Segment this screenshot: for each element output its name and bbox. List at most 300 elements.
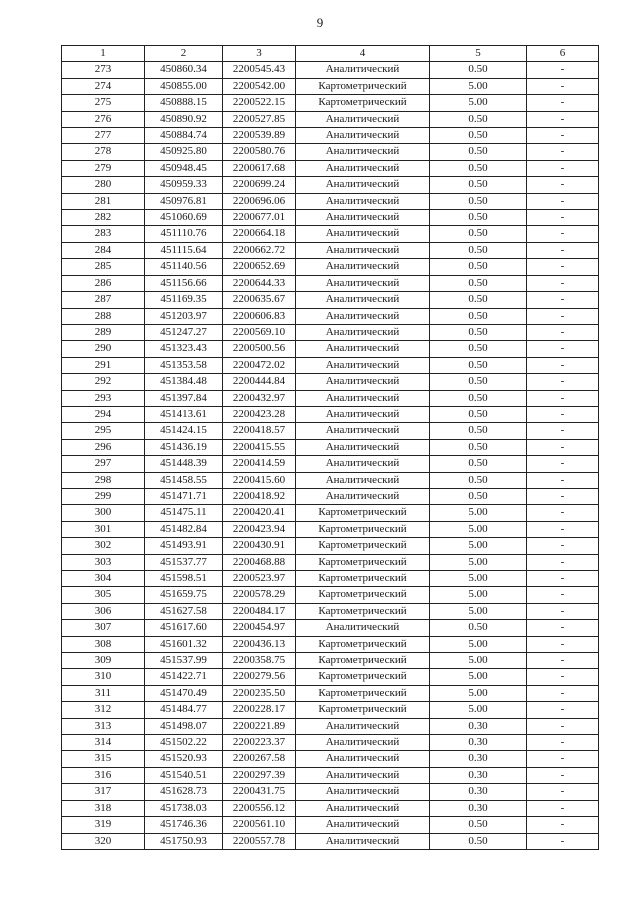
cell-point-number: 276 xyxy=(62,111,145,127)
cell-accuracy: 5.00 xyxy=(430,571,527,587)
table-row xyxy=(62,554,599,570)
cell-note: - xyxy=(527,554,599,570)
cell-accuracy: 0.50 xyxy=(430,472,527,488)
cell-method: Картометрический xyxy=(296,95,430,111)
table-row xyxy=(62,78,599,94)
cell-x-coordinate: 451110.76 xyxy=(145,226,223,242)
cell-point-number: 306 xyxy=(62,603,145,619)
cell-method: Аналитический xyxy=(296,160,430,176)
cell-x-coordinate: 451384.48 xyxy=(145,374,223,390)
table-row xyxy=(62,423,599,439)
cell-note: - xyxy=(527,341,599,357)
cell-y-coordinate: 2200500.56 xyxy=(223,341,296,357)
cell-point-number: 311 xyxy=(62,685,145,701)
cell-note: - xyxy=(527,620,599,636)
cell-point-number: 289 xyxy=(62,324,145,340)
cell-x-coordinate: 451502.22 xyxy=(145,735,223,751)
cell-method: Аналитический xyxy=(296,357,430,373)
cell-y-coordinate: 2200423.28 xyxy=(223,406,296,422)
cell-method: Аналитический xyxy=(296,128,430,144)
cell-note: - xyxy=(527,587,599,603)
cell-x-coordinate: 450888.15 xyxy=(145,95,223,111)
cell-accuracy: 0.50 xyxy=(430,620,527,636)
cell-note: - xyxy=(527,275,599,291)
cell-point-number: 290 xyxy=(62,341,145,357)
table-row xyxy=(62,767,599,783)
cell-y-coordinate: 2200221.89 xyxy=(223,718,296,734)
cell-x-coordinate: 450884.74 xyxy=(145,128,223,144)
cell-accuracy: 0.50 xyxy=(430,488,527,504)
cell-y-coordinate: 2200228.17 xyxy=(223,702,296,718)
cell-method: Картометрический xyxy=(296,685,430,701)
cell-point-number: 316 xyxy=(62,767,145,783)
coordinates-table xyxy=(61,45,599,850)
cell-point-number: 320 xyxy=(62,833,145,849)
cell-y-coordinate: 2200580.76 xyxy=(223,144,296,160)
cell-y-coordinate: 2200542.00 xyxy=(223,78,296,94)
cell-y-coordinate: 2200267.58 xyxy=(223,751,296,767)
cell-accuracy: 0.50 xyxy=(430,210,527,226)
cell-note: - xyxy=(527,292,599,308)
cell-point-number: 292 xyxy=(62,374,145,390)
cell-note: - xyxy=(527,324,599,340)
cell-y-coordinate: 2200415.60 xyxy=(223,472,296,488)
cell-x-coordinate: 451520.93 xyxy=(145,751,223,767)
cell-point-number: 307 xyxy=(62,620,145,636)
cell-x-coordinate: 451424.15 xyxy=(145,423,223,439)
table-row xyxy=(62,160,599,176)
cell-accuracy: 0.30 xyxy=(430,718,527,734)
cell-accuracy: 0.50 xyxy=(430,423,527,439)
cell-y-coordinate: 2200420.41 xyxy=(223,505,296,521)
table-row xyxy=(62,620,599,636)
cell-note: - xyxy=(527,603,599,619)
cell-method: Картометрический xyxy=(296,521,430,537)
cell-x-coordinate: 451060.69 xyxy=(145,210,223,226)
table-row xyxy=(62,784,599,800)
cell-accuracy: 5.00 xyxy=(430,669,527,685)
cell-point-number: 315 xyxy=(62,751,145,767)
cell-y-coordinate: 2200415.55 xyxy=(223,439,296,455)
cell-method: Аналитический xyxy=(296,226,430,242)
table-row xyxy=(62,292,599,308)
cell-y-coordinate: 2200431.75 xyxy=(223,784,296,800)
cell-method: Аналитический xyxy=(296,275,430,291)
cell-note: - xyxy=(527,308,599,324)
table-row xyxy=(62,800,599,816)
table-row xyxy=(62,587,599,603)
cell-accuracy: 0.50 xyxy=(430,128,527,144)
table-row xyxy=(62,521,599,537)
cell-point-number: 299 xyxy=(62,488,145,504)
cell-accuracy: 5.00 xyxy=(430,685,527,701)
cell-x-coordinate: 451628.73 xyxy=(145,784,223,800)
cell-note: - xyxy=(527,390,599,406)
cell-x-coordinate: 450976.81 xyxy=(145,193,223,209)
cell-x-coordinate: 451750.93 xyxy=(145,833,223,849)
cell-x-coordinate: 451247.27 xyxy=(145,324,223,340)
cell-x-coordinate: 451493.91 xyxy=(145,538,223,554)
cell-x-coordinate: 450925.80 xyxy=(145,144,223,160)
cell-accuracy: 5.00 xyxy=(430,603,527,619)
cell-y-coordinate: 2200617.68 xyxy=(223,160,296,176)
table-row xyxy=(62,735,599,751)
table-row xyxy=(62,144,599,160)
cell-x-coordinate: 451482.84 xyxy=(145,521,223,537)
cell-note: - xyxy=(527,521,599,537)
cell-method: Аналитический xyxy=(296,423,430,439)
header-col-6: 6 xyxy=(527,46,599,62)
cell-method: Аналитический xyxy=(296,308,430,324)
cell-note: - xyxy=(527,767,599,783)
cell-method: Аналитический xyxy=(296,324,430,340)
cell-point-number: 285 xyxy=(62,259,145,275)
cell-method: Картометрический xyxy=(296,669,430,685)
table-row xyxy=(62,390,599,406)
cell-point-number: 302 xyxy=(62,538,145,554)
cell-y-coordinate: 2200235.50 xyxy=(223,685,296,701)
cell-y-coordinate: 2200527.85 xyxy=(223,111,296,127)
cell-point-number: 283 xyxy=(62,226,145,242)
cell-accuracy: 0.50 xyxy=(430,144,527,160)
cell-method: Картометрический xyxy=(296,505,430,521)
cell-y-coordinate: 2200662.72 xyxy=(223,242,296,258)
cell-accuracy: 0.30 xyxy=(430,735,527,751)
cell-x-coordinate: 451738.03 xyxy=(145,800,223,816)
cell-x-coordinate: 451617.60 xyxy=(145,620,223,636)
cell-y-coordinate: 2200418.92 xyxy=(223,488,296,504)
cell-note: - xyxy=(527,472,599,488)
table-row xyxy=(62,406,599,422)
cell-point-number: 279 xyxy=(62,160,145,176)
cell-accuracy: 0.50 xyxy=(430,111,527,127)
cell-point-number: 312 xyxy=(62,702,145,718)
cell-accuracy: 0.50 xyxy=(430,341,527,357)
cell-accuracy: 0.50 xyxy=(430,292,527,308)
cell-point-number: 318 xyxy=(62,800,145,816)
header-col-3: 3 xyxy=(223,46,296,62)
cell-method: Картометрический xyxy=(296,636,430,652)
cell-method: Аналитический xyxy=(296,144,430,160)
table-row xyxy=(62,259,599,275)
header-col-5: 5 xyxy=(430,46,527,62)
cell-note: - xyxy=(527,488,599,504)
cell-y-coordinate: 2200664.18 xyxy=(223,226,296,242)
cell-point-number: 280 xyxy=(62,177,145,193)
cell-note: - xyxy=(527,128,599,144)
cell-accuracy: 0.50 xyxy=(430,308,527,324)
cell-note: - xyxy=(527,226,599,242)
cell-point-number: 319 xyxy=(62,817,145,833)
cell-y-coordinate: 2200472.02 xyxy=(223,357,296,373)
cell-accuracy: 0.50 xyxy=(430,259,527,275)
table-row xyxy=(62,374,599,390)
cell-method: Аналитический xyxy=(296,341,430,357)
cell-y-coordinate: 2200696.06 xyxy=(223,193,296,209)
cell-point-number: 317 xyxy=(62,784,145,800)
cell-y-coordinate: 2200418.57 xyxy=(223,423,296,439)
cell-point-number: 278 xyxy=(62,144,145,160)
table-row xyxy=(62,193,599,209)
cell-method: Аналитический xyxy=(296,456,430,472)
cell-note: - xyxy=(527,357,599,373)
cell-method: Аналитический xyxy=(296,62,430,78)
cell-accuracy: 0.50 xyxy=(430,226,527,242)
cell-method: Аналитический xyxy=(296,259,430,275)
cell-accuracy: 5.00 xyxy=(430,702,527,718)
cell-method: Аналитический xyxy=(296,767,430,783)
cell-note: - xyxy=(527,160,599,176)
cell-x-coordinate: 451537.77 xyxy=(145,554,223,570)
cell-method: Аналитический xyxy=(296,751,430,767)
cell-accuracy: 5.00 xyxy=(430,587,527,603)
cell-method: Аналитический xyxy=(296,800,430,816)
cell-x-coordinate: 451471.71 xyxy=(145,488,223,504)
cell-x-coordinate: 451169.35 xyxy=(145,292,223,308)
table-row xyxy=(62,653,599,669)
cell-method: Картометрический xyxy=(296,587,430,603)
cell-method: Аналитический xyxy=(296,242,430,258)
cell-accuracy: 0.50 xyxy=(430,456,527,472)
cell-method: Аналитический xyxy=(296,488,430,504)
cell-accuracy: 0.30 xyxy=(430,767,527,783)
cell-x-coordinate: 450890.92 xyxy=(145,111,223,127)
cell-note: - xyxy=(527,177,599,193)
cell-note: - xyxy=(527,242,599,258)
cell-method: Аналитический xyxy=(296,374,430,390)
cell-x-coordinate: 451470.49 xyxy=(145,685,223,701)
table-row xyxy=(62,357,599,373)
cell-accuracy: 0.50 xyxy=(430,817,527,833)
cell-note: - xyxy=(527,144,599,160)
cell-point-number: 282 xyxy=(62,210,145,226)
cell-y-coordinate: 2200677.01 xyxy=(223,210,296,226)
cell-point-number: 284 xyxy=(62,242,145,258)
table-row xyxy=(62,833,599,849)
cell-point-number: 286 xyxy=(62,275,145,291)
cell-note: - xyxy=(527,456,599,472)
table-row xyxy=(62,751,599,767)
cell-note: - xyxy=(527,751,599,767)
table-row xyxy=(62,128,599,144)
cell-note: - xyxy=(527,259,599,275)
cell-y-coordinate: 2200644.33 xyxy=(223,275,296,291)
cell-accuracy: 0.50 xyxy=(430,833,527,849)
cell-y-coordinate: 2200523.97 xyxy=(223,571,296,587)
cell-note: - xyxy=(527,636,599,652)
cell-point-number: 274 xyxy=(62,78,145,94)
cell-accuracy: 0.50 xyxy=(430,324,527,340)
cell-accuracy: 0.50 xyxy=(430,242,527,258)
table-row xyxy=(62,308,599,324)
cell-point-number: 297 xyxy=(62,456,145,472)
cell-point-number: 293 xyxy=(62,390,145,406)
cell-method: Картометрический xyxy=(296,554,430,570)
table-body xyxy=(62,62,599,850)
cell-note: - xyxy=(527,571,599,587)
cell-y-coordinate: 2200557.78 xyxy=(223,833,296,849)
header-col-1: 1 xyxy=(62,46,145,62)
cell-point-number: 304 xyxy=(62,571,145,587)
cell-point-number: 305 xyxy=(62,587,145,603)
cell-x-coordinate: 450948.45 xyxy=(145,160,223,176)
cell-point-number: 310 xyxy=(62,669,145,685)
cell-x-coordinate: 451498.07 xyxy=(145,718,223,734)
cell-note: - xyxy=(527,800,599,816)
cell-method: Картометрический xyxy=(296,603,430,619)
table-row xyxy=(62,718,599,734)
cell-method: Аналитический xyxy=(296,735,430,751)
table-row xyxy=(62,62,599,78)
cell-accuracy: 5.00 xyxy=(430,554,527,570)
cell-note: - xyxy=(527,685,599,701)
cell-x-coordinate: 451203.97 xyxy=(145,308,223,324)
cell-x-coordinate: 451448.39 xyxy=(145,456,223,472)
cell-method: Аналитический xyxy=(296,406,430,422)
cell-note: - xyxy=(527,210,599,226)
cell-method: Аналитический xyxy=(296,210,430,226)
table-row xyxy=(62,95,599,111)
cell-method: Картометрический xyxy=(296,571,430,587)
cell-accuracy: 5.00 xyxy=(430,538,527,554)
cell-y-coordinate: 2200699.24 xyxy=(223,177,296,193)
cell-y-coordinate: 2200606.83 xyxy=(223,308,296,324)
cell-accuracy: 0.50 xyxy=(430,406,527,422)
cell-x-coordinate: 450860.34 xyxy=(145,62,223,78)
cell-x-coordinate: 451598.51 xyxy=(145,571,223,587)
cell-x-coordinate: 451323.43 xyxy=(145,341,223,357)
cell-point-number: 291 xyxy=(62,357,145,373)
cell-method: Аналитический xyxy=(296,718,430,734)
cell-point-number: 277 xyxy=(62,128,145,144)
header-col-2: 2 xyxy=(145,46,223,62)
cell-x-coordinate: 451659.75 xyxy=(145,587,223,603)
table-row xyxy=(62,341,599,357)
cell-x-coordinate: 451115.64 xyxy=(145,242,223,258)
cell-y-coordinate: 2200545.43 xyxy=(223,62,296,78)
cell-note: - xyxy=(527,95,599,111)
table-row xyxy=(62,111,599,127)
cell-method: Аналитический xyxy=(296,833,430,849)
cell-x-coordinate: 451422.71 xyxy=(145,669,223,685)
cell-note: - xyxy=(527,718,599,734)
cell-note: - xyxy=(527,406,599,422)
cell-y-coordinate: 2200468.88 xyxy=(223,554,296,570)
table-row xyxy=(62,210,599,226)
cell-note: - xyxy=(527,78,599,94)
cell-method: Картометрический xyxy=(296,78,430,94)
cell-method: Аналитический xyxy=(296,472,430,488)
cell-y-coordinate: 2200423.94 xyxy=(223,521,296,537)
cell-y-coordinate: 2200358.75 xyxy=(223,653,296,669)
cell-x-coordinate: 451140.56 xyxy=(145,259,223,275)
cell-point-number: 294 xyxy=(62,406,145,422)
table-row xyxy=(62,538,599,554)
cell-method: Аналитический xyxy=(296,111,430,127)
cell-y-coordinate: 2200444.84 xyxy=(223,374,296,390)
cell-note: - xyxy=(527,735,599,751)
cell-y-coordinate: 2200279.56 xyxy=(223,669,296,685)
cell-y-coordinate: 2200484.17 xyxy=(223,603,296,619)
cell-method: Аналитический xyxy=(296,292,430,308)
cell-method: Аналитический xyxy=(296,177,430,193)
cell-accuracy: 0.50 xyxy=(430,439,527,455)
cell-x-coordinate: 451475.11 xyxy=(145,505,223,521)
cell-y-coordinate: 2200561.10 xyxy=(223,817,296,833)
table-row xyxy=(62,817,599,833)
cell-note: - xyxy=(527,784,599,800)
table-row xyxy=(62,685,599,701)
cell-x-coordinate: 451484.77 xyxy=(145,702,223,718)
cell-point-number: 308 xyxy=(62,636,145,652)
cell-method: Аналитический xyxy=(296,390,430,406)
cell-x-coordinate: 451156.66 xyxy=(145,275,223,291)
cell-y-coordinate: 2200436.13 xyxy=(223,636,296,652)
cell-note: - xyxy=(527,374,599,390)
cell-y-coordinate: 2200556.12 xyxy=(223,800,296,816)
cell-note: - xyxy=(527,62,599,78)
cell-accuracy: 0.50 xyxy=(430,62,527,78)
cell-y-coordinate: 2200635.67 xyxy=(223,292,296,308)
cell-note: - xyxy=(527,423,599,439)
cell-accuracy: 0.30 xyxy=(430,800,527,816)
cell-point-number: 300 xyxy=(62,505,145,521)
cell-note: - xyxy=(527,439,599,455)
cell-x-coordinate: 451397.84 xyxy=(145,390,223,406)
cell-method: Картометрический xyxy=(296,538,430,554)
cell-point-number: 275 xyxy=(62,95,145,111)
page-number: 9 xyxy=(316,15,324,30)
table-row xyxy=(62,636,599,652)
cell-method: Аналитический xyxy=(296,817,430,833)
cell-point-number: 288 xyxy=(62,308,145,324)
cell-note: - xyxy=(527,111,599,127)
table-row xyxy=(62,669,599,685)
cell-method: Аналитический xyxy=(296,620,430,636)
cell-x-coordinate: 451746.36 xyxy=(145,817,223,833)
cell-point-number: 287 xyxy=(62,292,145,308)
cell-accuracy: 0.30 xyxy=(430,751,527,767)
table-row xyxy=(62,242,599,258)
cell-x-coordinate: 451436.19 xyxy=(145,439,223,455)
cell-y-coordinate: 2200414.59 xyxy=(223,456,296,472)
cell-accuracy: 0.50 xyxy=(430,374,527,390)
cell-method: Аналитический xyxy=(296,784,430,800)
cell-point-number: 303 xyxy=(62,554,145,570)
cell-note: - xyxy=(527,193,599,209)
cell-accuracy: 5.00 xyxy=(430,95,527,111)
cell-x-coordinate: 450959.33 xyxy=(145,177,223,193)
cell-accuracy: 5.00 xyxy=(430,78,527,94)
cell-accuracy: 5.00 xyxy=(430,521,527,537)
cell-accuracy: 5.00 xyxy=(430,636,527,652)
cell-y-coordinate: 2200652.69 xyxy=(223,259,296,275)
cell-accuracy: 0.50 xyxy=(430,275,527,291)
cell-accuracy: 0.50 xyxy=(430,193,527,209)
cell-accuracy: 0.50 xyxy=(430,390,527,406)
cell-method: Аналитический xyxy=(296,439,430,455)
cell-point-number: 273 xyxy=(62,62,145,78)
table-row xyxy=(62,456,599,472)
table-row xyxy=(62,275,599,291)
cell-y-coordinate: 2200539.89 xyxy=(223,128,296,144)
cell-method: Картометрический xyxy=(296,653,430,669)
table-header-row xyxy=(62,46,599,62)
cell-y-coordinate: 2200432.97 xyxy=(223,390,296,406)
cell-point-number: 296 xyxy=(62,439,145,455)
cell-method: Картометрический xyxy=(296,702,430,718)
table-row xyxy=(62,324,599,340)
